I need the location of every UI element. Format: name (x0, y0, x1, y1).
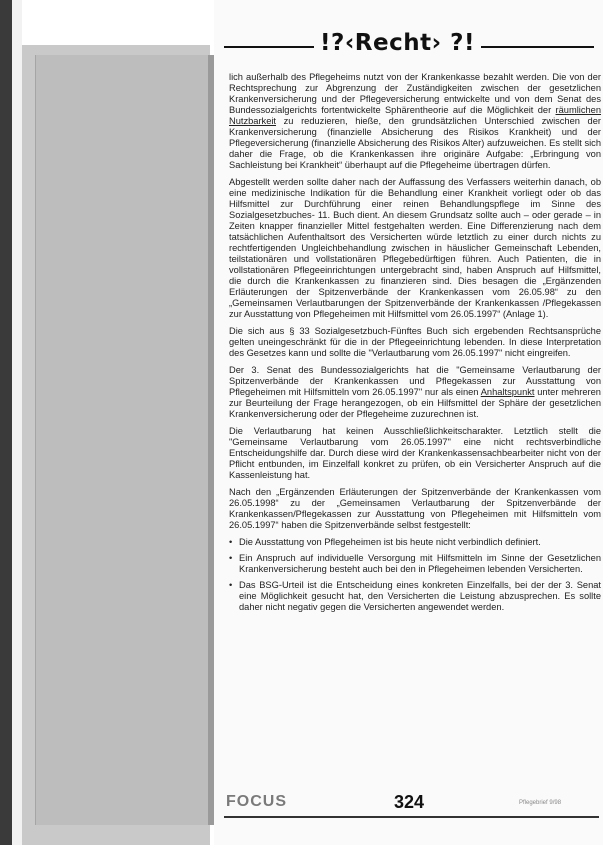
scan-edge-light (12, 0, 22, 845)
page-header (214, 28, 603, 58)
footer-rule (224, 816, 599, 818)
page-footer (214, 788, 603, 828)
paragraph-list (229, 72, 601, 531)
scan-edge-dark (0, 0, 12, 845)
underlined-text: Anhaltspunkt (480, 387, 535, 397)
paragraph (229, 487, 601, 531)
text-run: unter mehreren zur Beurteilung der Frage herangezogen, ob ein Hilfsmittel der Sphäre der gesetzlichen Krankenversicherung oder der Pflegeheime zuzurechnen ist. (229, 387, 601, 419)
text-run: Nach den „Ergänzenden Erläuterungen der Spitzenverbände der Krankenkassen vom 26.05.1998“ zu der „Gemeinsamen Verlautbarung der Spitzenverbände der Krankenkassen/Pflegekassen zur Ausstattung von Pflegeheimen mit Hilfsmitteln vom 26.05.1997“ haben die Spitzenverbände selbst festgestellt: (229, 487, 601, 530)
paragraph (229, 365, 601, 420)
binder-inner-page (35, 55, 214, 825)
article-body (229, 72, 601, 618)
text-run: lich außerhalb des Pflegeheims nutzt von der Krankenkasse bezahlt werden. Die von der Rechtsprechung zur Abgrenzung der Zuständigkeiten zwischen der gesetzlichen Krankenversicherung und der Pflegeversicherung entwickelte und von dem Senat des Bundessozialgerichts fortentwickelte Sphärentheorie auf die Möglichkeit der (229, 72, 601, 115)
underlined-text: räumlichen Nutzbarkeit (229, 105, 601, 126)
bullet-item: • Die Ausstattung von Pflegeheimen ist bis heute nicht verbindlich definiert. (229, 537, 601, 548)
bullet-item: • Das BSG-Urteil ist die Entscheidung eines konkreten Einzelfalls, bei der der 3. Senat eine Möglichkeit gesucht hat, den Versicherten die Leistung abzusprechen. Es sollte daher nicht negativ gegen die Versicherten angewendet werden. (229, 580, 601, 613)
bullet-item: • Ein Anspruch auf individuelle Versorgung mit Hilfsmitteln im Sinne der Gesetzlichen Krankenversicherung besteht auch bei den in Pflegeheimen lebenden Versicherten. (229, 553, 601, 575)
text-run: Die sich aus § 33 Sozialgesetzbuch-Fünftes Buch sich ergebenden Rechtsansprüche gelten uneingeschränkt für die in der Pflegeeinrichtung lebenden. In diese Interpretation des Gesetzes kann und sollte die "Verlautbarung vom 26.05.1997" nicht eingreifen. (229, 326, 601, 358)
text-run: Die Verlautbarung hat keinen Ausschließlichkeitscharakter. Letztlich stellt die "Gemeinsame Verlautbarung vom 26.05.1997" eine nicht rechtsverbindliche Entscheidungshilfe dar. Durch diese wird der Krankenkassensachbearbeiter nicht von der Pflicht entbunden, im Einzelfall konkret zu prüfen, ob ein Versicherter Anspruch auf die Kassenleistung hat. (229, 426, 601, 480)
header-title: !?‹Recht› ?! (314, 30, 481, 56)
focus-logo: FOCUS (226, 793, 287, 810)
text-run: Der 3. Senat des Bundessozialgerichts hat die "Gemeinsame Verlautbarung der Spitzenverbände der Krankenkassen und Pflegekassen zur Ausstattung von Pflegeheimen mit Hilfsmitteln vom 26.05.1997" nur als einen (229, 365, 601, 397)
paragraph (229, 72, 601, 171)
issue-label: Pflegebrief 9/98 (519, 800, 562, 806)
paragraph (229, 177, 601, 320)
paragraph (229, 426, 601, 481)
bullet-list (229, 537, 601, 613)
text-run: zu reduzieren, hieße, den grundsätzlichen Unterschied zwischen der Krankenversicherung (finanzielle Absicherung des Risikos Krankheit) und der Pflegeversicherung (finanzielle Absicherung des Risikos Alter) aufzuweichen. Es stellt sich daher die Frage, ob die Krankenkassen ihre originäre Aufgabe: „Erbringung von Sachleistung bei Krankheit“ überhaupt auf die Pflegeheime übertragen dürfen. (229, 116, 601, 170)
page-number: 324 (394, 792, 425, 812)
text-run: Abgestellt werden sollte daher nach der Auffassung des Verfassers weiterhin danach, ob eine medizinische Indikation für die Behandlung einer Krankheit vorliegt oder ob das Hilfsmittel zur Durchführung einer reinen Behandlungspflege im Sinne des Sozialgesetzbuches- 11. Buch dient. An diesem Grundsatz sollte auch – oder gerade – in Zeiten knapper finanzieller Mittel festgehalten werden. Eine Differenzierung nach dem tatsächlichen Aufenthaltsort des Versicherten würde letztlich zu einer durch nichts zu rechtfertigenden Ungleichbehandlung zwischen in häuslicher Gemeinschaft Lebenden, teilstationären und vollstationären Pflegebedürftigen führen. Auch Patienten, die in vollstationären Pflegeeinrichtungen untergebracht sind, haben Anspruch auf Hilfsmittel, die durch die Krankenkassen zu finanzieren sind. Dies besagen die „Ergänzenden Erläuterungen der Spitzenverbände der Krankenkassen vom 26.05.98“ zu den „Gemeinsamen Verlautbarungen der Spitzenverbände der Krankenkassen /Pflegekassen zur Ausstattung von Pflegeheimen mit Hilfsmittel vom 26.05.1997“ (Anlage 1). (229, 177, 601, 319)
paragraph (229, 326, 601, 359)
